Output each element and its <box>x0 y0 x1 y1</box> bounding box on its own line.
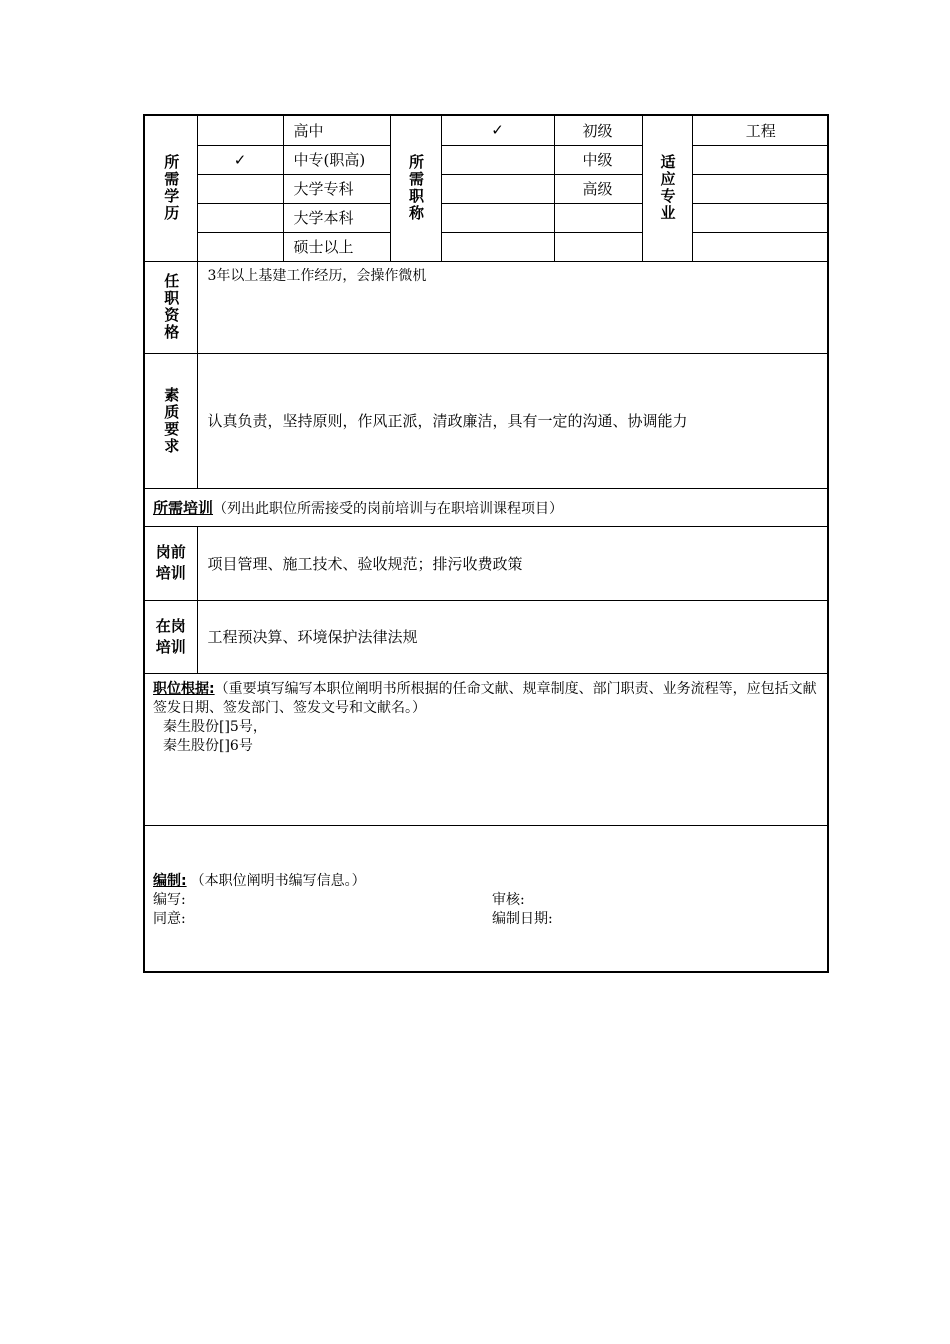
education-label-text: 所需学历 <box>162 154 181 223</box>
title-option <box>554 174 642 203</box>
on-training-field[interactable] <box>197 600 829 673</box>
compile-section <box>145 825 829 971</box>
pre-training-text: 项目管理、施工技术、验收规范；排污收费政策 <box>207 554 523 573</box>
basis-item: 秦生股份[]5号， <box>163 718 267 735</box>
title-option-label: 初级 <box>582 121 613 140</box>
major-value-cell[interactable] <box>692 116 829 145</box>
basis-header: 职位根据: <box>153 680 215 697</box>
compile-header: 编制: <box>153 872 187 889</box>
major-value-cell[interactable] <box>692 174 829 203</box>
training-header-note: （列出此职位所需接受的岗前培训与在职培训课程项目） <box>213 500 564 517</box>
title-label <box>390 116 441 261</box>
education-option <box>283 232 390 261</box>
quality-field[interactable] <box>197 353 829 488</box>
job-description-form <box>143 114 829 973</box>
basis-paragraph <box>153 680 821 718</box>
education-check-cell[interactable] <box>197 203 283 232</box>
date-label[interactable]: 编制日期: <box>492 910 553 927</box>
compile-row-2 <box>153 910 821 929</box>
qualification-label-text: 任职资格 <box>162 273 181 341</box>
education-option-label: 高中 <box>293 121 324 140</box>
title-option-label: 高级 <box>582 180 613 198</box>
pre-training-field[interactable] <box>197 526 829 600</box>
education-option-label: 大学专科 <box>293 180 354 198</box>
title-option <box>554 232 642 261</box>
title-option-label: 中级 <box>582 151 613 169</box>
on-training-label-text: 在岗培训 <box>155 616 186 656</box>
basis-section[interactable] <box>145 673 829 825</box>
title-label-text: 所需职称 <box>407 154 425 223</box>
check-icon: ✓ <box>491 121 504 140</box>
compile-note: （本职位阐明书编写信息。） <box>190 872 366 889</box>
education-option <box>283 174 390 203</box>
training-header <box>145 488 829 526</box>
form-table <box>145 116 829 972</box>
major-label <box>642 116 692 261</box>
title-option <box>554 203 642 232</box>
title-check-cell[interactable] <box>441 116 554 145</box>
title-check-cell[interactable] <box>441 203 554 232</box>
major-value-cell[interactable] <box>692 203 829 232</box>
compile-row-1 <box>153 891 821 910</box>
title-option <box>554 116 642 145</box>
major-label-text: 适应专业 <box>658 154 677 223</box>
education-option <box>283 203 390 232</box>
on-training-text: 工程预决算、环境保护法律法规 <box>207 628 418 646</box>
pre-training-label-text: 岗前培训 <box>155 543 186 582</box>
compile-header-line <box>153 872 821 891</box>
title-check-cell[interactable] <box>441 174 554 203</box>
education-option-label: 硕士以上 <box>293 238 354 256</box>
education-check-cell[interactable] <box>197 116 283 145</box>
qualification-field[interactable] <box>197 261 829 353</box>
writer-label[interactable]: 编写: <box>153 891 186 908</box>
education-check-cell[interactable] <box>197 145 283 174</box>
education-option <box>283 145 390 174</box>
qualification-text: 3年以上基建工作经历，会操作微机 <box>207 267 427 284</box>
training-header-title: 所需培训 <box>153 498 214 517</box>
title-check-cell[interactable] <box>441 232 554 261</box>
major-value: 工程 <box>745 121 776 140</box>
pre-training-label <box>145 526 197 600</box>
on-training-label <box>145 600 197 673</box>
reviewer-label[interactable]: 审核: <box>492 891 525 908</box>
qualification-label <box>145 261 197 353</box>
education-check-cell[interactable] <box>197 174 283 203</box>
education-option <box>283 116 390 145</box>
major-value-cell[interactable] <box>692 232 829 261</box>
quality-label-text: 素质要求 <box>162 386 181 455</box>
basis-item: 秦生股份[]6号 <box>163 737 253 754</box>
approver-label[interactable]: 同意: <box>153 910 186 927</box>
check-icon: ✓ <box>233 150 247 169</box>
education-check-cell[interactable] <box>197 232 283 261</box>
education-option-label: 中专(职高) <box>293 151 366 169</box>
quality-label <box>145 353 197 488</box>
title-option <box>554 145 642 174</box>
education-label <box>145 116 197 261</box>
title-check-cell[interactable] <box>441 145 554 174</box>
basis-note: （重要填写编写本职位阐明书所根据的任命文献、规章制度、部门职责、业务流程等，应包括文献签发日期、签发部门、签发文号和文献名。） <box>153 680 817 716</box>
education-option-label: 大学本科 <box>293 209 354 227</box>
quality-text: 认真负责，坚持原则，作风正派，清政廉洁，具有一定的沟通、协调能力 <box>207 412 688 430</box>
major-value-cell[interactable] <box>692 145 829 174</box>
